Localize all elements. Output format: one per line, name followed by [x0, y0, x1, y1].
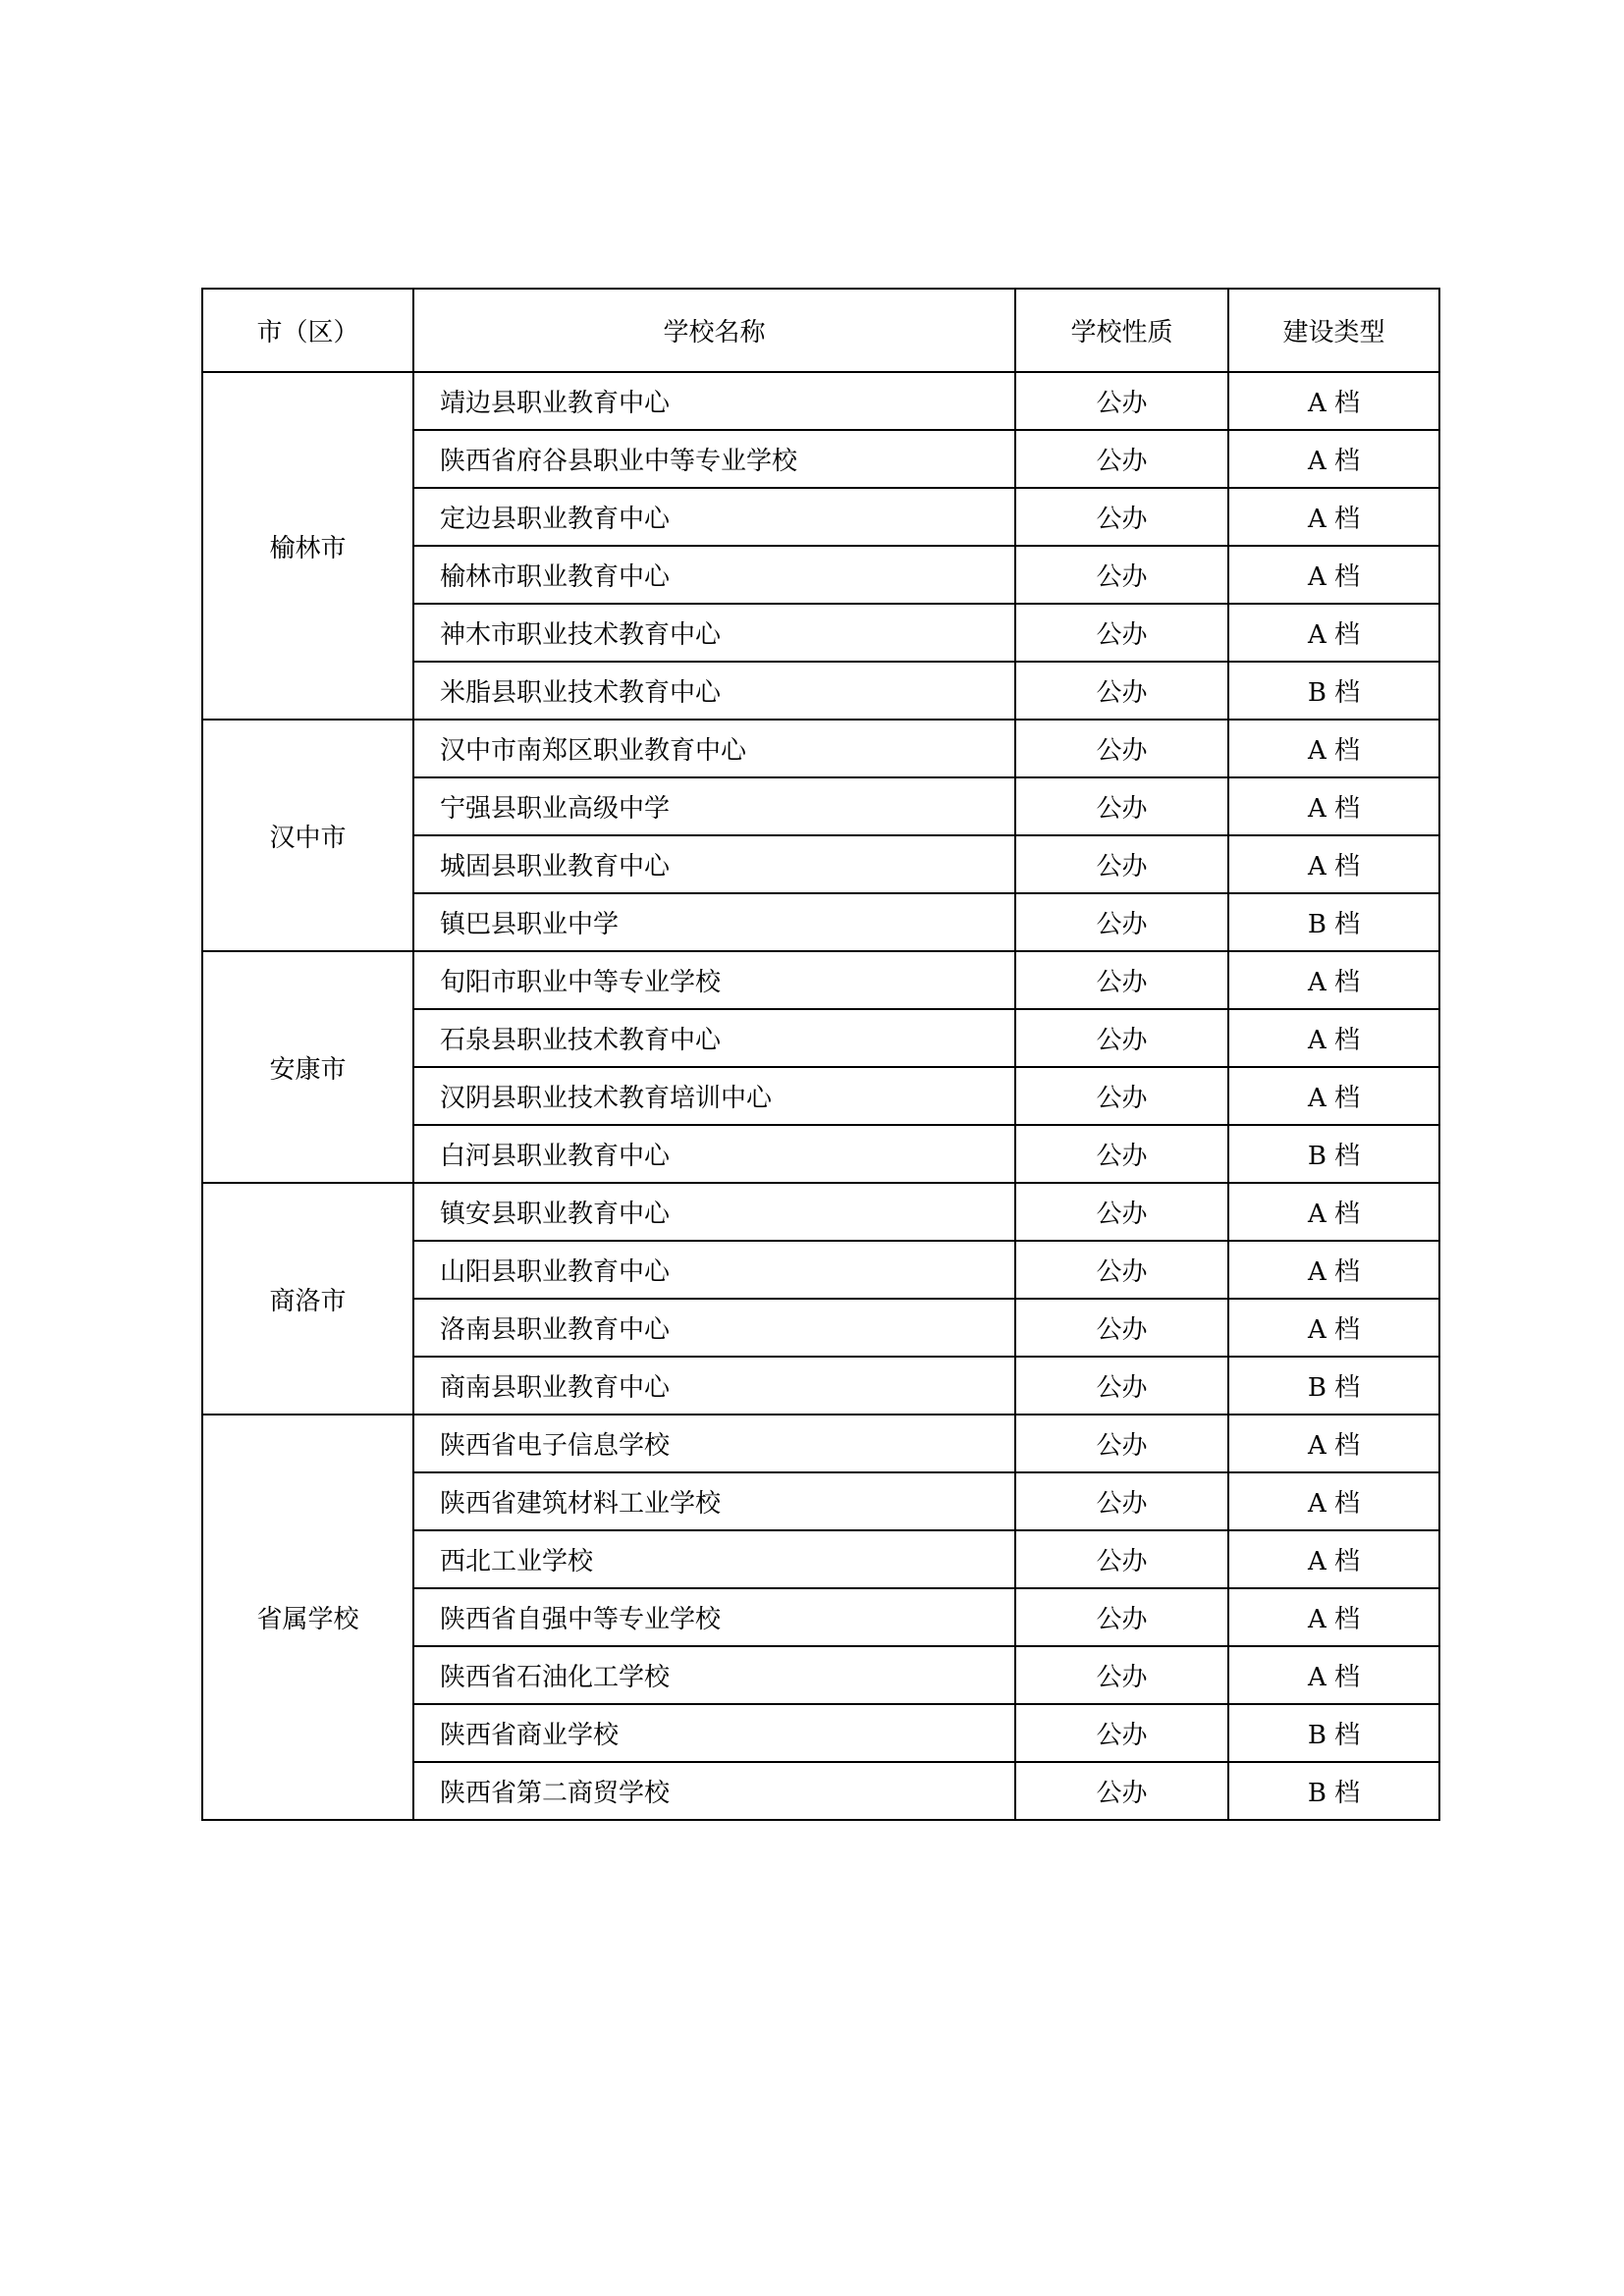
- schools-table: [201, 288, 1440, 1821]
- school-nature-cell: 公办: [1015, 430, 1228, 488]
- school-name-cell: 陕西省商业学校: [413, 1704, 1015, 1762]
- school-nature-cell: 公办: [1015, 372, 1228, 430]
- school-name-cell: 陕西省石油化工学校: [413, 1646, 1015, 1704]
- table-row: [202, 1415, 1439, 1472]
- school-name-cell: 洛南县职业教育中心: [413, 1299, 1015, 1357]
- school-nature-cell: 公办: [1015, 1588, 1228, 1646]
- build-type-cell: A 档: [1228, 372, 1439, 430]
- school-name-cell: 陕西省电子信息学校: [413, 1415, 1015, 1472]
- school-name-cell: 定边县职业教育中心: [413, 488, 1015, 546]
- build-type-cell: A 档: [1228, 546, 1439, 604]
- school-name-cell: 陕西省府谷县职业中等专业学校: [413, 430, 1015, 488]
- school-name-cell: 神木市职业技术教育中心: [413, 604, 1015, 662]
- school-name-cell: 陕西省自强中等专业学校: [413, 1588, 1015, 1646]
- build-type-cell: B 档: [1228, 662, 1439, 720]
- school-nature-cell: 公办: [1015, 1415, 1228, 1472]
- school-name-cell: 米脂县职业技术教育中心: [413, 662, 1015, 720]
- school-name-cell: 靖边县职业教育中心: [413, 372, 1015, 430]
- region-cell: 安康市: [202, 951, 413, 1183]
- school-nature-cell: 公办: [1015, 1762, 1228, 1820]
- build-type-cell: B 档: [1228, 1762, 1439, 1820]
- school-nature-cell: 公办: [1015, 1704, 1228, 1762]
- school-name-cell: 榆林市职业教育中心: [413, 546, 1015, 604]
- header-region: 市（区）: [202, 289, 413, 372]
- header-school-name: 学校名称: [413, 289, 1015, 372]
- build-type-cell: A 档: [1228, 835, 1439, 893]
- build-type-cell: A 档: [1228, 604, 1439, 662]
- school-nature-cell: 公办: [1015, 893, 1228, 951]
- school-nature-cell: 公办: [1015, 1357, 1228, 1415]
- school-nature-cell: 公办: [1015, 1472, 1228, 1530]
- build-type-cell: A 档: [1228, 1183, 1439, 1241]
- region-cell: 省属学校: [202, 1415, 413, 1820]
- school-name-cell: 汉中市南郑区职业教育中心: [413, 720, 1015, 777]
- build-type-cell: A 档: [1228, 720, 1439, 777]
- school-name-cell: 陕西省第二商贸学校: [413, 1762, 1015, 1820]
- school-name-cell: 汉阴县职业技术教育培训中心: [413, 1067, 1015, 1125]
- school-name-cell: 城固县职业教育中心: [413, 835, 1015, 893]
- school-name-cell: 镇安县职业教育中心: [413, 1183, 1015, 1241]
- build-type-cell: A 档: [1228, 777, 1439, 835]
- school-name-cell: 旬阳市职业中等专业学校: [413, 951, 1015, 1009]
- table-row: [202, 951, 1439, 1009]
- build-type-cell: B 档: [1228, 893, 1439, 951]
- build-type-cell: A 档: [1228, 1067, 1439, 1125]
- school-name-cell: 山阳县职业教育中心: [413, 1241, 1015, 1299]
- header-school-nature: 学校性质: [1015, 289, 1228, 372]
- school-nature-cell: 公办: [1015, 604, 1228, 662]
- schools-table-body: [202, 372, 1439, 1820]
- region-cell: 商洛市: [202, 1183, 413, 1415]
- region-cell: 汉中市: [202, 720, 413, 951]
- table-row: [202, 1183, 1439, 1241]
- school-nature-cell: 公办: [1015, 1183, 1228, 1241]
- school-nature-cell: 公办: [1015, 1646, 1228, 1704]
- school-nature-cell: 公办: [1015, 1299, 1228, 1357]
- build-type-cell: A 档: [1228, 1472, 1439, 1530]
- school-nature-cell: 公办: [1015, 835, 1228, 893]
- school-name-cell: 镇巴县职业中学: [413, 893, 1015, 951]
- school-name-cell: 白河县职业教育中心: [413, 1125, 1015, 1183]
- build-type-cell: A 档: [1228, 1299, 1439, 1357]
- school-name-cell: 宁强县职业高级中学: [413, 777, 1015, 835]
- header-row: [202, 289, 1439, 372]
- school-name-cell: 陕西省建筑材料工业学校: [413, 1472, 1015, 1530]
- school-name-cell: 西北工业学校: [413, 1530, 1015, 1588]
- table-row: [202, 372, 1439, 430]
- school-nature-cell: 公办: [1015, 488, 1228, 546]
- build-type-cell: A 档: [1228, 1009, 1439, 1067]
- build-type-cell: A 档: [1228, 1646, 1439, 1704]
- build-type-cell: B 档: [1228, 1125, 1439, 1183]
- build-type-cell: B 档: [1228, 1357, 1439, 1415]
- build-type-cell: A 档: [1228, 1241, 1439, 1299]
- region-cell: 榆林市: [202, 372, 413, 720]
- school-nature-cell: 公办: [1015, 1241, 1228, 1299]
- school-nature-cell: 公办: [1015, 1530, 1228, 1588]
- table-header: [202, 289, 1439, 372]
- build-type-cell: A 档: [1228, 951, 1439, 1009]
- header-build-type: 建设类型: [1228, 289, 1439, 372]
- school-nature-cell: 公办: [1015, 951, 1228, 1009]
- school-name-cell: 石泉县职业技术教育中心: [413, 1009, 1015, 1067]
- build-type-cell: A 档: [1228, 430, 1439, 488]
- school-nature-cell: 公办: [1015, 1009, 1228, 1067]
- school-nature-cell: 公办: [1015, 777, 1228, 835]
- school-nature-cell: 公办: [1015, 1125, 1228, 1183]
- school-name-cell: 商南县职业教育中心: [413, 1357, 1015, 1415]
- build-type-cell: B 档: [1228, 1704, 1439, 1762]
- build-type-cell: A 档: [1228, 1530, 1439, 1588]
- build-type-cell: A 档: [1228, 1588, 1439, 1646]
- build-type-cell: A 档: [1228, 1415, 1439, 1472]
- build-type-cell: A 档: [1228, 488, 1439, 546]
- school-nature-cell: 公办: [1015, 546, 1228, 604]
- school-nature-cell: 公办: [1015, 720, 1228, 777]
- table-row: [202, 720, 1439, 777]
- school-nature-cell: 公办: [1015, 1067, 1228, 1125]
- school-nature-cell: 公办: [1015, 662, 1228, 720]
